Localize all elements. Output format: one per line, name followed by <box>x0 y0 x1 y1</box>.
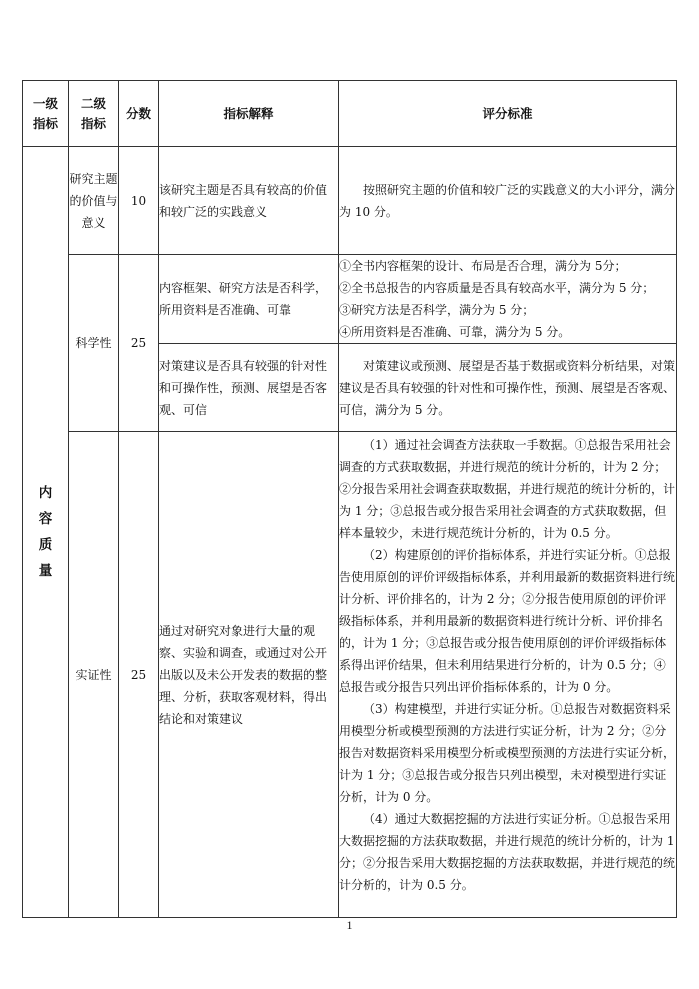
scoring-table <box>22 80 677 918</box>
criteria-cell <box>339 432 677 918</box>
criteria-paragraph: （4）通过大数据挖掘的方法进行实证分析。①总报告采用大数据挖掘的方法获取数据，并进行规范的统计分析的，计为 1 分；②分报告采用大数据挖掘的方法获取数据，并进行规范的统计分析的，计为 0.5 分。 <box>339 812 676 892</box>
header-row <box>23 81 677 147</box>
criteria-cell: 对策建议或预测、展望是否基于数据或资料分析结果，对策建议是否具有较强的针对性和可操作性，预测、展望是否客观、可信，满分为 5 分。 <box>339 344 677 432</box>
header-score: 分数 <box>119 81 159 147</box>
criteria-cell: 按照研究主题的价值和较广泛的实践意义的大小评分，满分为 10 分。 <box>339 147 677 255</box>
level2-indicator: 实证性 <box>69 432 119 918</box>
level2-indicator: 研究主题的价值与意义 <box>69 147 119 255</box>
score-cell: 25 <box>119 255 159 432</box>
header-level2: 二级 指标 <box>69 81 119 147</box>
table-row <box>23 147 677 255</box>
explanation-cell: 内容框架、研究方法是否科学，所用资料是否准确、可靠 <box>159 255 339 344</box>
table-row <box>23 255 677 344</box>
header-level1: 一级 指标 <box>23 81 69 147</box>
criteria-cell <box>339 255 677 344</box>
explanation-cell: 对策建议是否具有较强的针对性和可操作性，预测、展望是否客观、可信 <box>159 344 339 432</box>
header-criteria: 评分标准 <box>339 81 677 147</box>
criteria-paragraph: （1）通过社会调查方法获取一手数据。①总报告采用社会调查的方式获取数据，并进行规范的统计分析的，计为 2 分；②分报告采用社会调查获取数据，并进行规范的统计分析的，计为 1 分；③总报告或分报告采用社会调查的方式获取数据，但样本量较少，未进行规范统计分析的，计为 0.5 分。 <box>339 438 676 540</box>
criteria-paragraph: （3）构建模型，并进行实证分析。①总报告对数据资料采用模型分析或模型预测的方法进行实证分析，计为 2 分；②分报告对数据资料采用模型分析或模型预测的方法进行实证分析，计为 1 分；③总报告或分报告只列出模型，未对模型进行实证分析，计为 0 分。 <box>339 702 676 804</box>
criteria-line: ③研究方法是否科学，满分为 5 分； <box>339 303 535 317</box>
criteria-line: ①全书内容框架的设计、布局是否合理，满分为 5分； <box>339 259 627 273</box>
table-row <box>23 432 677 918</box>
header-explanation: 指标解释 <box>159 81 339 147</box>
score-cell: 25 <box>119 432 159 918</box>
page-number: 1 <box>346 918 353 932</box>
explanation-cell: 通过对研究对象进行大量的观察、实验和调查，或通过对公开出版以及未公开发表的数据的整理、分析，获取客观材料，得出结论和对策建议 <box>159 432 339 918</box>
level1-category: 内 容 质 量 <box>23 147 69 918</box>
criteria-paragraph: （2）构建原创的评价指标体系，并进行实证分析。①总报告使用原创的评价评级指标体系，并利用最新的数据资料进行统计分析、评价排名的，计为 2 分；②分报告使用原创的评价评级指标体系，并利用最新的数据资料进行统计分析、评价排名的，计为 1 分；③总报告或分报告使用原创的评价评级指标体系得出评价结果，但未利用结果进行分析的，计为 0.5 分；④总报告或分报告只列出评价指标体系的，计为 0 分。 <box>339 548 676 694</box>
level2-indicator: 科学性 <box>69 255 119 432</box>
score-cell: 10 <box>119 147 159 255</box>
criteria-line: ②全书总报告的内容质量是否具有较高水平，满分为 5 分； <box>339 281 655 295</box>
explanation-cell: 该研究主题是否具有较高的价值和较广泛的实践意义 <box>159 147 339 255</box>
criteria-line: ④所用资料是否准确、可靠，满分为 5 分。 <box>339 325 571 339</box>
